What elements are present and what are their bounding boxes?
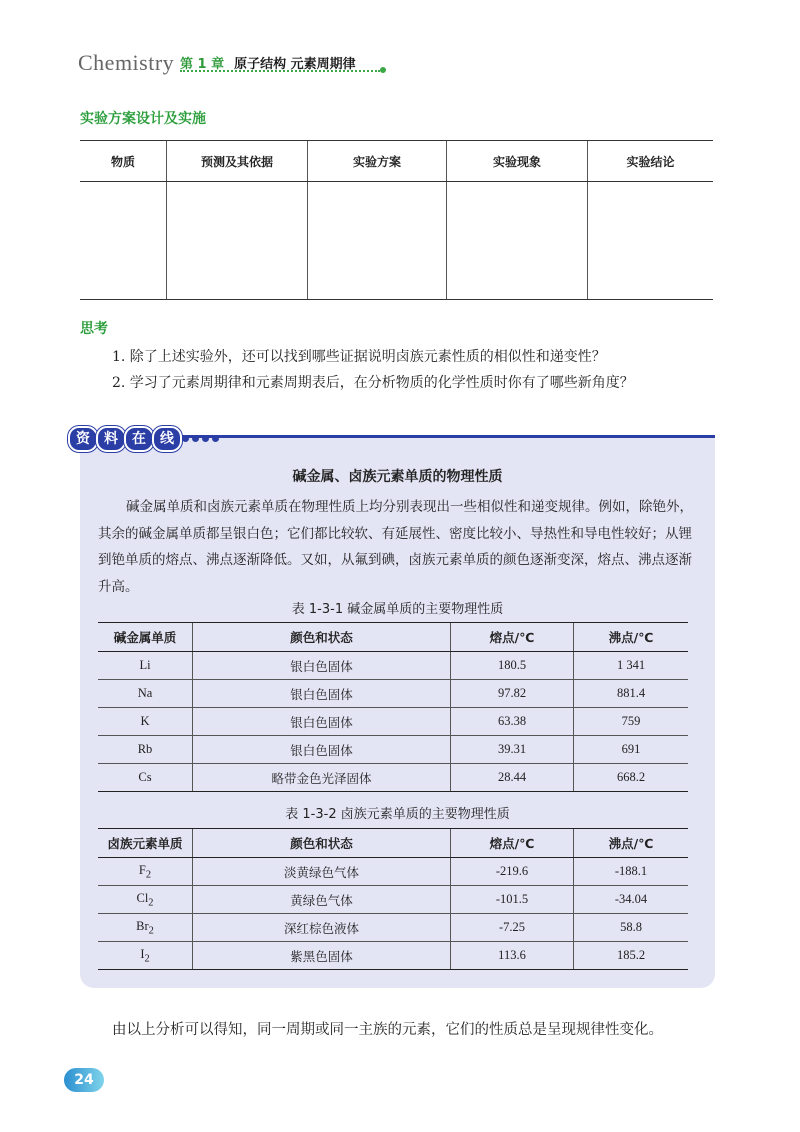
table-row: [98, 680, 688, 708]
formula-cell: [98, 886, 193, 914]
melting-point-cell: 97.82: [451, 680, 574, 708]
experiment-col-header: 物质: [80, 141, 167, 182]
info-title: 碱金属、卤族元素单质的物理性质: [292, 469, 503, 485]
state-cell: 银白色固体: [193, 708, 451, 736]
melting-point-cell: 39.31: [451, 736, 574, 764]
header-dot-ornament: [380, 67, 386, 73]
melting-point-cell: 180.5: [451, 652, 574, 680]
tag-char: 料: [96, 426, 126, 452]
table1-header: 沸点/℃: [574, 623, 689, 652]
chapter-title: 原子结构 元素周期律: [234, 57, 356, 72]
table-row: [98, 736, 688, 764]
table-row: [98, 708, 688, 736]
decor-dot: [202, 435, 209, 442]
melting-point-cell: 113.6: [451, 942, 574, 970]
element-cell: Na: [98, 680, 193, 708]
formula-element: Br: [136, 918, 149, 933]
state-cell: 淡黄绿色气体: [193, 858, 451, 886]
info-tag-badge: [68, 426, 180, 452]
table1-header: 碱金属单质: [98, 623, 193, 652]
info-paragraph: 碱金属单质和卤族元素单质在物理性质上均分别表现出一些相似性和递变规律。例如，除铯外，其余的碱金属单质都呈银白色；它们都比较软、有延展性、密度比较小、导热性和导电性较好；从锂到铯单质的熔点、沸点逐渐降低。又如，从氟到碘，卤族元素单质的颜色逐渐变深，熔点、沸点逐渐升高。: [98, 499, 693, 595]
table1-header: 熔点/℃: [451, 623, 574, 652]
formula-cell: [98, 942, 193, 970]
decor-dot: [182, 435, 189, 442]
melting-point-cell: 28.44: [451, 764, 574, 792]
element-cell: K: [98, 708, 193, 736]
experiment-col-header: 预测及其依据: [167, 141, 308, 182]
blank-cell: [588, 182, 714, 300]
table2-header: 熔点/℃: [451, 829, 574, 858]
header-dotted-rule: [180, 70, 380, 72]
table-row: [98, 858, 688, 886]
boiling-point-cell: -34.04: [574, 886, 689, 914]
formula-subscript: 2: [145, 869, 152, 881]
blank-cell: [80, 182, 167, 300]
decor-dot: [212, 435, 219, 442]
boiling-point-cell: -188.1: [574, 858, 689, 886]
boiling-point-cell: 1 341: [574, 652, 689, 680]
blank-cell: [447, 182, 588, 300]
table-row: [98, 942, 688, 970]
blank-cell: [308, 182, 447, 300]
melting-point-cell: -101.5: [451, 886, 574, 914]
experiment-col-header: 实验结论: [588, 141, 714, 182]
table2-header: 卤族元素单质: [98, 829, 193, 858]
page-number: 24: [64, 1068, 104, 1092]
boiling-point-cell: 759: [574, 708, 689, 736]
think-question: 1. 除了上述实验外，还可以找到哪些证据说明卤族元素性质的相似性和递变性？: [112, 349, 606, 365]
chapter-number: 第 1 章: [180, 57, 225, 72]
table1-caption: 表 1-3-1 碱金属单质的主要物理性质: [291, 602, 504, 617]
state-cell: 略带金色光泽固体: [193, 764, 451, 792]
state-cell: 黄绿色气体: [193, 886, 451, 914]
experiment-section-title: 实验方案设计及实施: [80, 111, 206, 127]
state-cell: 银白色固体: [193, 736, 451, 764]
element-cell: Cs: [98, 764, 193, 792]
subject-title: Chemistry: [78, 50, 175, 75]
state-cell: 紫黑色固体: [193, 942, 451, 970]
boiling-point-cell: 668.2: [574, 764, 689, 792]
formula-subscript: 2: [148, 897, 154, 909]
experiment-blank-row: [80, 182, 713, 300]
boiling-point-cell: 185.2: [574, 942, 689, 970]
tag-char: 资: [68, 426, 98, 452]
table-row: [98, 886, 688, 914]
formula-element: F: [138, 862, 146, 877]
formula-element: I: [140, 946, 145, 961]
blank-cell: [167, 182, 308, 300]
melting-point-cell: 63.38: [451, 708, 574, 736]
melting-point-cell: -7.25: [451, 914, 574, 942]
conclusion-text: 由以上分析可以得知，同一周期或同一主族的元素，它们的性质总是呈现规律性变化。: [112, 1022, 663, 1038]
boiling-point-cell: 58.8: [574, 914, 689, 942]
table-row: [98, 652, 688, 680]
halogen-table: [98, 828, 688, 970]
formula-cell: [98, 858, 193, 886]
tag-char: 在: [124, 426, 154, 452]
table2-header: 颜色和状态: [193, 829, 451, 858]
experiment-col-header: 实验现象: [447, 141, 588, 182]
think-question: 2. 学习了元素周期律和元素周期表后，在分析物质的化学性质时你有了哪些新角度？: [112, 375, 634, 391]
experiment-col-header: 实验方案: [308, 141, 447, 182]
experiment-design-table: [80, 140, 713, 300]
alkali-metal-table: [98, 622, 688, 792]
state-cell: 银白色固体: [193, 652, 451, 680]
think-section-title: 思考: [80, 321, 108, 337]
element-cell: Rb: [98, 736, 193, 764]
decor-dot: [192, 435, 199, 442]
formula-subscript: 2: [148, 925, 154, 937]
melting-point-cell: -219.6: [451, 858, 574, 886]
tag-char: 线: [152, 426, 182, 452]
table-row: [98, 914, 688, 942]
formula-cell: [98, 914, 193, 942]
formula-subscript: 2: [144, 953, 150, 965]
formula-element: Cl: [136, 890, 149, 905]
state-cell: 银白色固体: [193, 680, 451, 708]
table1-header: 颜色和状态: [193, 623, 451, 652]
table2-caption: 表 1-3-2 卤族元素单质的主要物理性质: [285, 807, 510, 822]
table-row: [98, 764, 688, 792]
table2-header: 沸点/℃: [574, 829, 689, 858]
state-cell: 深红棕色液体: [193, 914, 451, 942]
element-cell: Li: [98, 652, 193, 680]
boiling-point-cell: 691: [574, 736, 689, 764]
boiling-point-cell: 881.4: [574, 680, 689, 708]
